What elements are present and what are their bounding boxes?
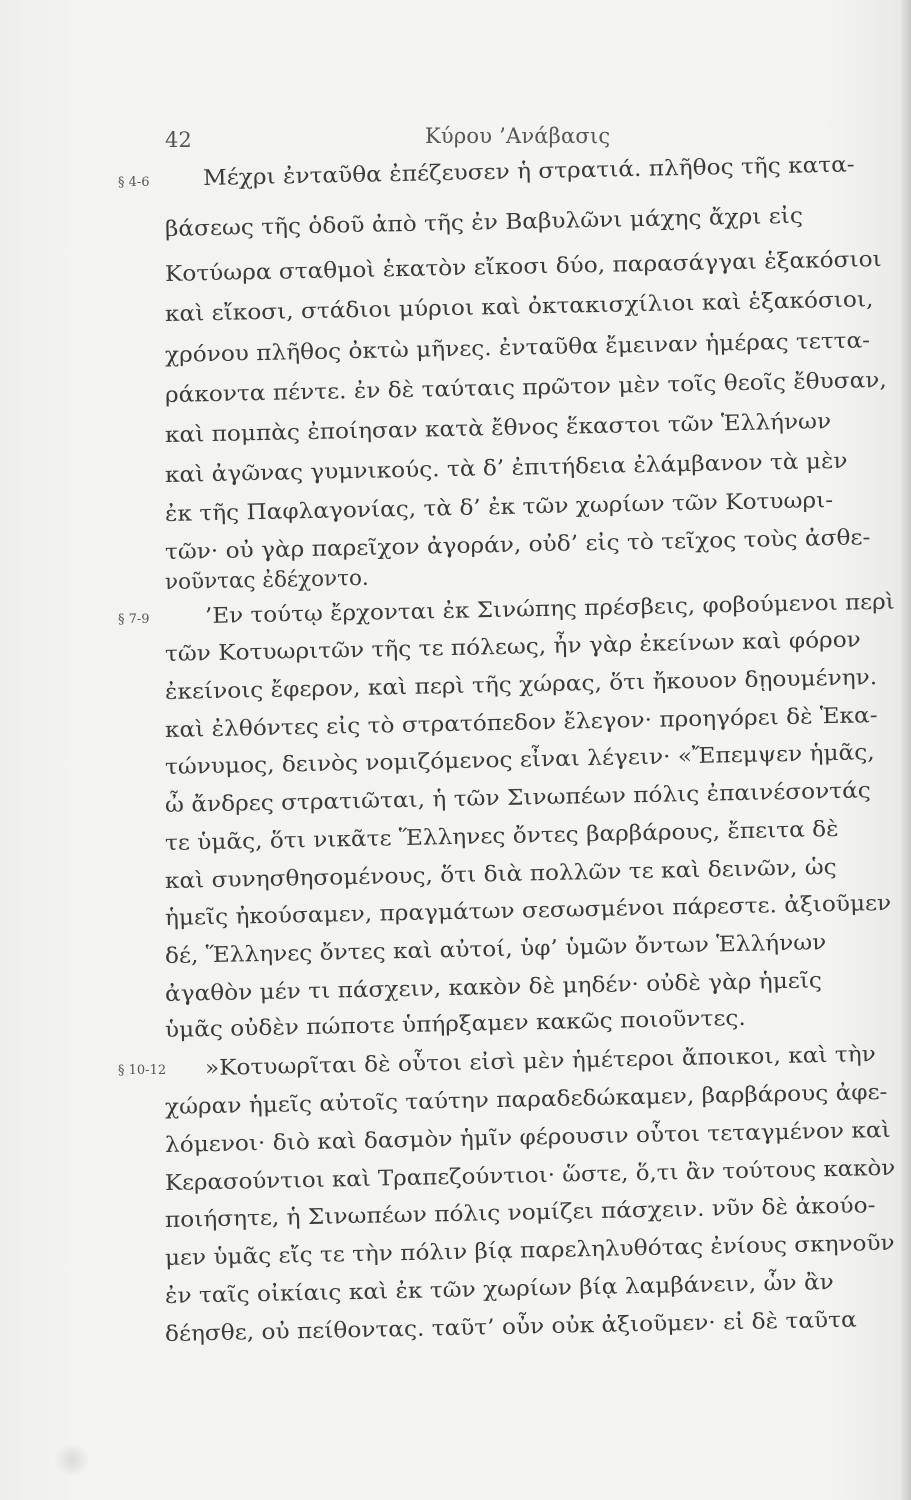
text-line: βάσεως τῆς ὁδοῦ ἀπὸ τῆς ἐν Βαβυλῶνι μάχης ἄχρι εἰς (164, 203, 804, 242)
text-line: ποιήσητε, ἡ Σινωπέων πόλις νομίζει πάσχειν. νῦν δὲ ἀκούο- (164, 1193, 876, 1233)
text-line: καὶ πομπὰς ἐποίησαν κατὰ ἔθνος ἕκαστοι τῶν Ἑλλήνων (164, 409, 832, 448)
text-line: δέησθε, οὐ πείθοντας. ταῦτ’ οὖν οὐκ ἀξιοῦμεν· εἰ δὲ ταῦτα (164, 1307, 857, 1347)
page-number: 42 (165, 128, 192, 152)
text-line: Κερασούντιοι καὶ Τραπεζούντιοι· ὥστε, ὅ,τι ἂν τούτους κακὸν (164, 1155, 896, 1196)
text-line: Μέχρι ἐνταῦθα ἐπέζευσεν ἡ στρατιά. πλῆθος τῆς κατα- (202, 152, 855, 191)
section-marker: § 4-6 (118, 175, 150, 190)
text-line: μεν ὑμᾶς εἴς τε τὴν πόλιν βίᾳ παρεληλυθότας ἐνίους σκηνοῦν (164, 1230, 895, 1271)
text-line: »Κοτυωρῖται δὲ οὗτοι εἰσὶ μὲν ἡμέτεροι ἄποικοι, καὶ τὴν (204, 1041, 877, 1081)
text-line: χώραν ἡμεῖς αὐτοῖς ταύτην παραδεδώκαμεν, βαρβάρους ἀφε- (164, 1079, 888, 1120)
text-line: τώνυμος, δεινὸς νομιζόμενος εἶναι λέγειν· «Ἔπεμψεν ἡμᾶς, (164, 740, 875, 780)
text-line: ὑμᾶς οὐδὲν πώποτε ὑπήρξαμεν κακῶς ποιοῦντες. (164, 1005, 747, 1043)
text-line: ὦ ἄνδρες στρατιῶται, ἡ τῶν Σινωπέων πόλις ἐπαινέσοντάς (164, 778, 872, 818)
text-line: τε ὑμᾶς, ὅτι νικᾶτε Ἕλληνες ὄντες βαρβάρους, ἔπειτα δὲ (164, 816, 839, 856)
text-line: Κοτύωρα σταθμοὶ ἑκατὸν εἴκοσι δύο, παρασάγγαι ἑξακόσιοι (164, 246, 882, 287)
text-line: ράκοντα πέντε. ἐν δὲ ταύταις πρῶτον μὲν τοῖς θεοῖς ἔθυσαν, (164, 367, 888, 408)
text-line: καὶ ἀγῶνας γυμνικούς. τὰ δ’ ἐπιτήδεια ἐλάμβανον τὰ μὲν (164, 448, 848, 488)
text-line: τῶν Κοτυωριτῶν τῆς τε πόλεως, ἦν γὰρ ἐκείνων καὶ φόρον (164, 627, 862, 667)
text-line: δέ, Ἕλληνες ὄντες καὶ αὐτοί, ὑφ’ ὑμῶν ὄντων Ἑλλήνων (164, 930, 827, 969)
text-line: ἡμεῖς ἠκούσαμεν, πραγμάτων σεσωσμένοι πάρεστε. ἀξιοῦμεν (164, 890, 892, 931)
text-line: ἀγαθὸν μέν τι πάσχειν, κακὸν δὲ μηδέν· οὐδὲ γὰρ ἡμεῖς (164, 968, 823, 1007)
page-edge-shadow (901, 0, 911, 1500)
page-header (0, 118, 911, 158)
text-line: ἐκείνοις ἔφερον, καὶ περὶ τῆς χώρας, ὅτι ἤκουον δῃουμένην. (164, 665, 878, 705)
text-line: νοῦντας ἐδέχοντο. (164, 565, 369, 595)
text-line: χρόνου πλῆθος ὀκτὼ μῆνες. ἐνταῦθα ἔμειναν ἡμέρας τεττα- (164, 328, 871, 368)
text-line: καὶ εἴκοσι, στάδιοι μύριοι καὶ ὀκτακισχίλιοι καὶ ἑξακόσιοι, (164, 287, 874, 327)
running-title: Κύρου ’Ανάβασις (425, 124, 611, 148)
text-line: τῶν· οὐ γὰρ παρεῖχον ἀγοράν, οὐδ’ εἰς τὸ τεῖχος τοὺς ἀσθε- (164, 525, 871, 565)
text-line: ἐκ τῆς Παφλαγονίας, τὰ δ’ ἐκ τῶν χωρίων τῶν Κοτυωρι- (164, 488, 834, 527)
text-line: ἐν ταῖς οἰκίαις καὶ ἐκ τῶν χωρίων βίᾳ λαμβάνειν, ὧν ἂν (164, 1269, 835, 1309)
text-line: ’Εν τούτῳ ἔρχονται ἐκ Σινώπης πρέσβεις, φοβούμενοι περὶ (204, 589, 895, 629)
section-marker: § 7-9 (118, 612, 150, 627)
text-line: καὶ ἐλθόντες εἰς τὸ στρατόπεδον ἔλεγον· προηγόρει δὲ Ἑκα- (164, 703, 878, 743)
text-line: λόμενοι· διὸ καὶ δασμὸν ἡμῖν φέρουσιν οὗτοι τεταγμένον καὶ (164, 1117, 891, 1158)
text-line: καὶ συνησθησομένους, ὅτι διὰ πολλῶν τε καὶ δεινῶν, ὡς (164, 854, 837, 894)
ink-smudge (52, 1445, 92, 1475)
section-marker: § 10-12 (118, 1063, 167, 1078)
